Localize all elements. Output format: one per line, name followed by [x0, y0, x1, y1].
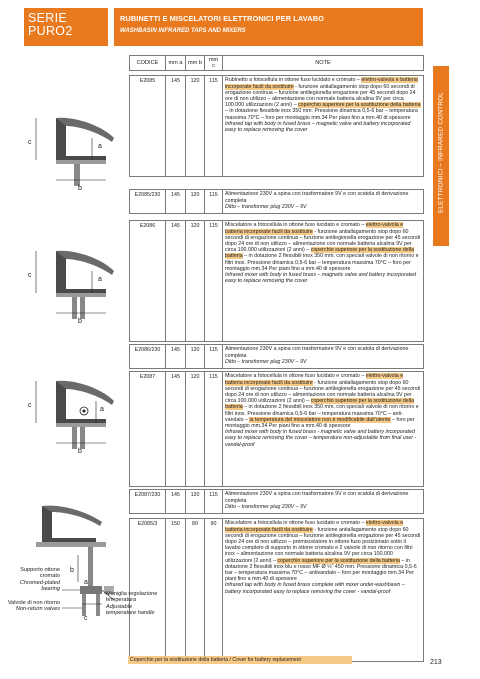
row-code: E2085 — [130, 76, 166, 177]
dim-c: c — [28, 272, 32, 279]
side-tab — [433, 66, 449, 246]
page-subtitle: WASHBASIN INFRARED TAPS AND MIXERS — [120, 28, 246, 34]
series-line1: SERIE — [28, 11, 68, 25]
header-code: CODICE — [130, 56, 166, 71]
row-b: 120 — [186, 221, 205, 342]
dim-b: b — [78, 318, 82, 325]
table-row — [130, 345, 424, 369]
row-c: 90 — [205, 519, 223, 662]
row-a: 145 — [166, 190, 186, 214]
row-notes: Alimentazione 230V a spina con trasformatore 9V e con scatola di derivazione completa Ditto – transformer plug 230V – 9V — [223, 490, 424, 514]
row-b: 120 — [186, 372, 205, 487]
header-b: mm b — [186, 56, 205, 71]
page-number: 213 — [430, 659, 442, 666]
row-b: 120 — [186, 76, 205, 177]
row-c: 115 — [205, 372, 223, 487]
row-c: 115 — [205, 190, 223, 214]
dim-b: b — [78, 185, 82, 192]
series-block — [24, 8, 108, 46]
row-notes: Miscelatore a fotocellula in ottone fuso lucidato e cromato – elettro-valvola e batteria incorporate facili da sostituire - funzione antiallagamento stop dopo 60 secondi di erogazione continua – funzione antilegionella erogazione per 45 secondi dopo 24 ore di non utilizzo – alimentazione con normale batteria alcalina 9V per circa 100.000 utilizzazioni (2 anni) – coperchio superiore per la sostituzione della batteria – in dotazione 2 flessibili inox 350 mm. con speciali valvole di non ritorno e filtri inox. Pressione dinamica 0,5-6 bar – temperatura massima 70°C – anti-vandalo – la temperatura del miscelatore non è modificabile dall’utente – foro per montaggio mm.34 Per piani fino a mm.40 di spessore Infrared mixer with body in fused brass - magnetic valve and battery incorporated easy to replace removing the cover – temperature non-adjustable from final user - vandal-proof — [223, 372, 424, 487]
row-notes: Miscelatore a fotocellula in ottone fuso lucidato e cromato – elettro-valvola e batteria incorporate facili da sostituire - funzione antiallagamento stop dopo 60 secondi di erogazione continua – funzione antilegionella erogazione per 45 secondi dopo 24 ore di non utilizzo – alimentazione con normale batteria alcalina 9V per circa 100.000 utilizzazioni (2 anni) – coperchio superiore per la sostituzione della batteria – in dotazione 2 flessibili inox 350 mm. con speciali valvole di non ritorno e filtri inox. Pressione dinamica 0,5-6 bar – temperatura massima 70°C – foro per montaggio mm.34 Per piani fino a mm.40 di spessore Infrared mixer with body in fused brass – magnetic valve and battery incorporated easy to replace removing the cover — [223, 221, 424, 342]
row-b: 80 — [186, 519, 205, 662]
row-b: 120 — [186, 345, 205, 369]
table-row — [130, 490, 424, 514]
dim-b: b — [78, 448, 82, 455]
side-tab-label: ELETTRONICI – INFRARED CONTROL — [437, 91, 445, 214]
row-c: 115 — [205, 345, 223, 369]
row-code: E2087/230 — [130, 490, 166, 514]
table-row — [130, 190, 424, 214]
product-table — [129, 55, 424, 662]
row-code: E2086/230 — [130, 345, 166, 369]
dim-a: a — [98, 276, 102, 283]
tap-diagram-e2086 — [22, 245, 122, 325]
row-notes: Rubinetto a fotocellula in ottone fuso lucidato e cromato – elettro-valvola e batteria incorporate facili da sostituire - funzione antiallagamento stop dopo 60 secondi di erogazione continua – funzione antilegionella erogazione per 45 secondi dopo 24 ore di non utilizzo – alimentazione con normale batteria alcalina 9V per circa 100.000 utilizzazioni (2 anni) – coperchio superiore per la sostituzione della batteria – in dotazione flessibile inox 350 mm. Pressione dinamica 0,5-6 bar – temperatura massima 70°C – foro per montaggio mm.34 Per piani fino a mm.40 di spessore Infrared tap with body in fused brass – magnetic valve and battery incorporated easy to replace removing the cover — [223, 76, 424, 177]
row-a: 145 — [166, 490, 186, 514]
row-notes: Alimentazione 230V a spina con trasformatore 9V e con scatola di derivazione completa Ditto – transformer plug 230V – 9V — [223, 190, 424, 214]
dim-b: b — [70, 567, 74, 574]
row-c: 115 — [205, 490, 223, 514]
row-code: E2086 — [130, 221, 166, 342]
row-notes: Miscelatore a fotocellula in ottone fuso lucidato e cromato – elettro-valvola e batteria incorporate facili da sostituire - funzione antiallagamento stop dopo 60 secondi di erogazione continua – funzione antilegionella erogazione per 45 secondi dopo 24 ore di non utilizzo – premiscelatore in ottone fuso posizionato sotto il lavabo completo di supporto in ottone cromato e 2 valvole di non ritorno con filtri inox – alimentazione con normale batteria alcalina 9V per circa 100.000 utilizzazioni (2 anni) – coperchio superiore per la sostituzione della batteria – in dotazione 2 flessibili inox blu e rosso MF Ø ½” 450 mm. Pressione dinamica 0,5-6 bar – temperatura massima 70°C – antivandalo – foro per montaggio mm.34 Per piani fino a mm.40 di spessore Infrared tap with body in fused brass complete with mixer under-washbasin – battery incorporated easy to replace removing the cover - vandal-proof — [223, 519, 424, 662]
legend-support: Supporto ottone cromato Chromed-plated bearing — [19, 567, 60, 593]
legend-valves: Valvole di non ritorno Non-return valves — [7, 600, 60, 613]
header-c: mm c — [205, 56, 223, 71]
dim-c: c — [84, 615, 88, 622]
table-row — [130, 76, 424, 177]
row-b: 120 — [186, 190, 205, 214]
row-code: E2085/230 — [130, 190, 166, 214]
row-a: 145 — [166, 372, 186, 487]
row-a: 145 — [166, 221, 186, 342]
row-code: E2087 — [130, 372, 166, 487]
row-a: 145 — [166, 76, 186, 177]
table-row — [130, 372, 424, 487]
table-header-row — [130, 56, 424, 71]
header-notes: NOTE — [223, 56, 424, 71]
header-band — [114, 8, 423, 46]
row-c: 115 — [205, 221, 223, 342]
tap-diagram-e2085 — [22, 112, 122, 192]
page-title: RUBINETTI E MISCELATORI ELETTRONICI PER LAVABO — [120, 14, 325, 23]
table-row — [130, 221, 424, 342]
dim-a: a — [98, 143, 102, 150]
dim-a: a — [84, 579, 88, 586]
header-a: mm a — [166, 56, 186, 71]
footer-note: Coperchio per la sostituzione della batteria / Cover for battery replacement — [128, 656, 352, 664]
row-notes: Alimentazione 230V a spina con trasformatore 9V e con scatola di derivazione completa Ditto – transformer plug 230V – 9V — [223, 345, 424, 369]
legend-handle: Maniglia regolazione temperatura Adjustable temperature handle — [106, 591, 158, 617]
row-c: 115 — [205, 76, 223, 177]
dim-a: a — [100, 406, 104, 413]
series-line2: PURO2 — [28, 24, 73, 38]
dim-c: c — [28, 139, 32, 146]
tap-diagram-e2087 — [22, 375, 122, 455]
row-b: 120 — [186, 490, 205, 514]
row-a: 145 — [166, 345, 186, 369]
row-code: E2085/3 — [130, 519, 166, 662]
row-a: 150 — [166, 519, 186, 662]
dim-c: c — [28, 402, 32, 409]
table-row — [130, 519, 424, 662]
